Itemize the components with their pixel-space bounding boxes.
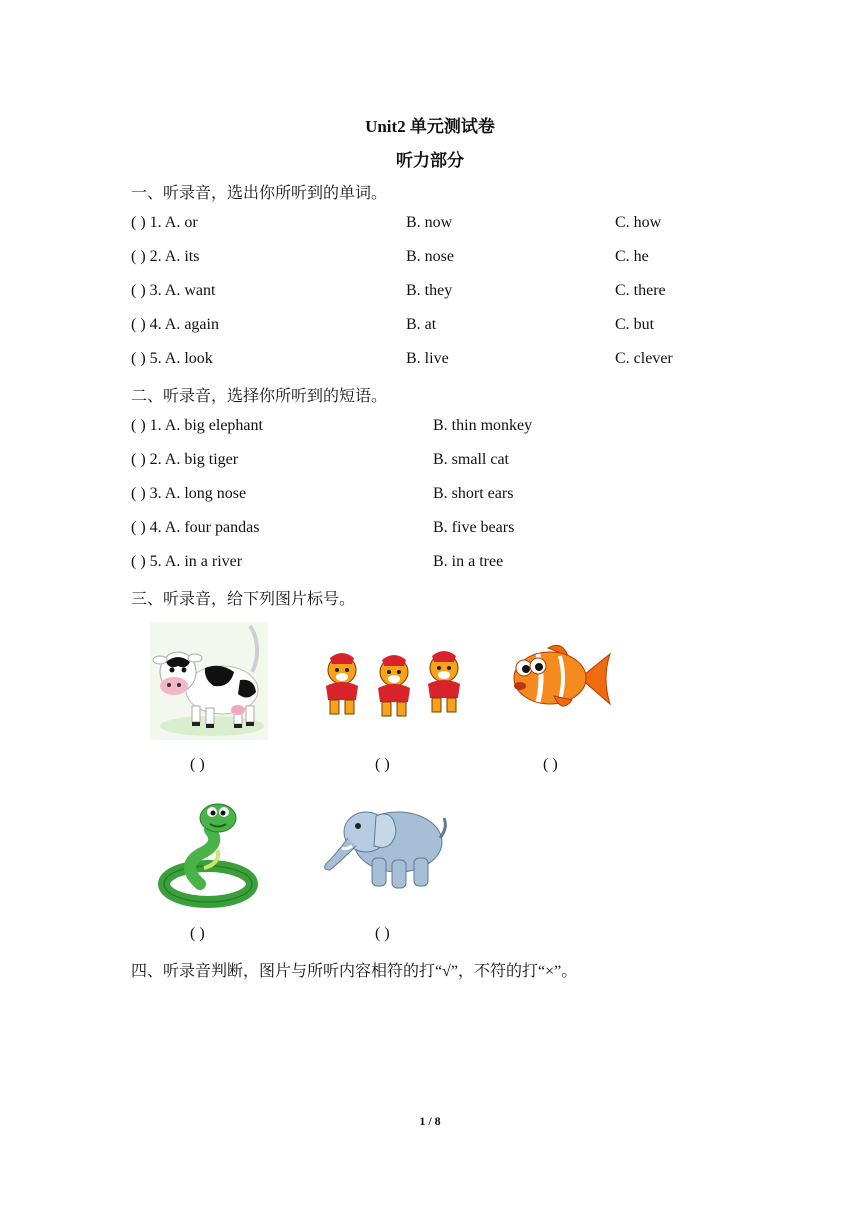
s2-item-5-a: ( ) 5. A. in a river (131, 553, 243, 570)
s2-item-1-b: B. thin monkey (433, 417, 533, 434)
cow-blank[interactable]: ( ) (190, 756, 205, 773)
tigers-blank[interactable]: ( ) (375, 756, 390, 773)
section-3-heading: 三、听录音，给下列图片标号。 (131, 591, 356, 608)
s2-item-4-b: B. five bears (433, 519, 515, 536)
s1-item-2-c: C. he (615, 248, 649, 265)
s1-item-4-b: B. at (406, 316, 437, 333)
elephant-icon (318, 798, 448, 894)
s1-item-3-a: ( ) 3. A. want (131, 282, 216, 299)
s1-item-2-a: ( ) 2. A. its (131, 248, 200, 265)
snake-blank[interactable]: ( ) (190, 925, 205, 942)
cow-icon (150, 622, 268, 740)
snake-icon (160, 796, 256, 908)
s1-item-5-b: B. live (406, 350, 449, 367)
s2-item-3-b: B. short ears (433, 485, 514, 502)
s1-item-2-b: B. nose (406, 248, 454, 265)
section-2-heading: 二、听录音，选择你所听到的短语。 (131, 388, 388, 405)
s1-item-4-a: ( ) 4. A. again (131, 316, 219, 333)
document-title: Unit2 单元测试卷 (365, 117, 495, 136)
s1-item-3-c: C. there (615, 282, 666, 299)
section-4-heading: 四、听录音判断，图片与所听内容相符的打“√”，不符的打“×”。 (131, 963, 578, 980)
s1-item-5-a: ( ) 5. A. look (131, 350, 213, 367)
s1-item-3-b: B. they (406, 282, 453, 299)
s1-item-1-a: ( ) 1. A. or (131, 214, 198, 231)
page-number: 1 / 8 (419, 1114, 441, 1128)
s2-item-5-b: B. in a tree (433, 553, 504, 570)
s2-item-3-a: ( ) 3. A. long nose (131, 485, 247, 502)
s1-item-1-b: B. now (406, 214, 453, 231)
s2-item-4-a: ( ) 4. A. four pandas (131, 519, 260, 536)
s1-item-1-c: C. how (615, 214, 662, 231)
s2-item-2-a: ( ) 2. A. big tiger (131, 451, 239, 468)
tigers-icon (312, 648, 470, 718)
section-1-heading: 一、听录音，选出你所听到的单词。 (131, 185, 388, 202)
elephant-blank[interactable]: ( ) (375, 925, 390, 942)
fish-blank[interactable]: ( ) (543, 756, 558, 773)
s1-item-4-c: C. but (615, 316, 655, 333)
s1-item-5-c: C. clever (615, 350, 673, 367)
s2-item-1-a: ( ) 1. A. big elephant (131, 417, 263, 434)
s2-item-2-b: B. small cat (433, 451, 509, 468)
document-subtitle: 听力部分 (396, 151, 464, 170)
fish-icon (508, 640, 614, 718)
